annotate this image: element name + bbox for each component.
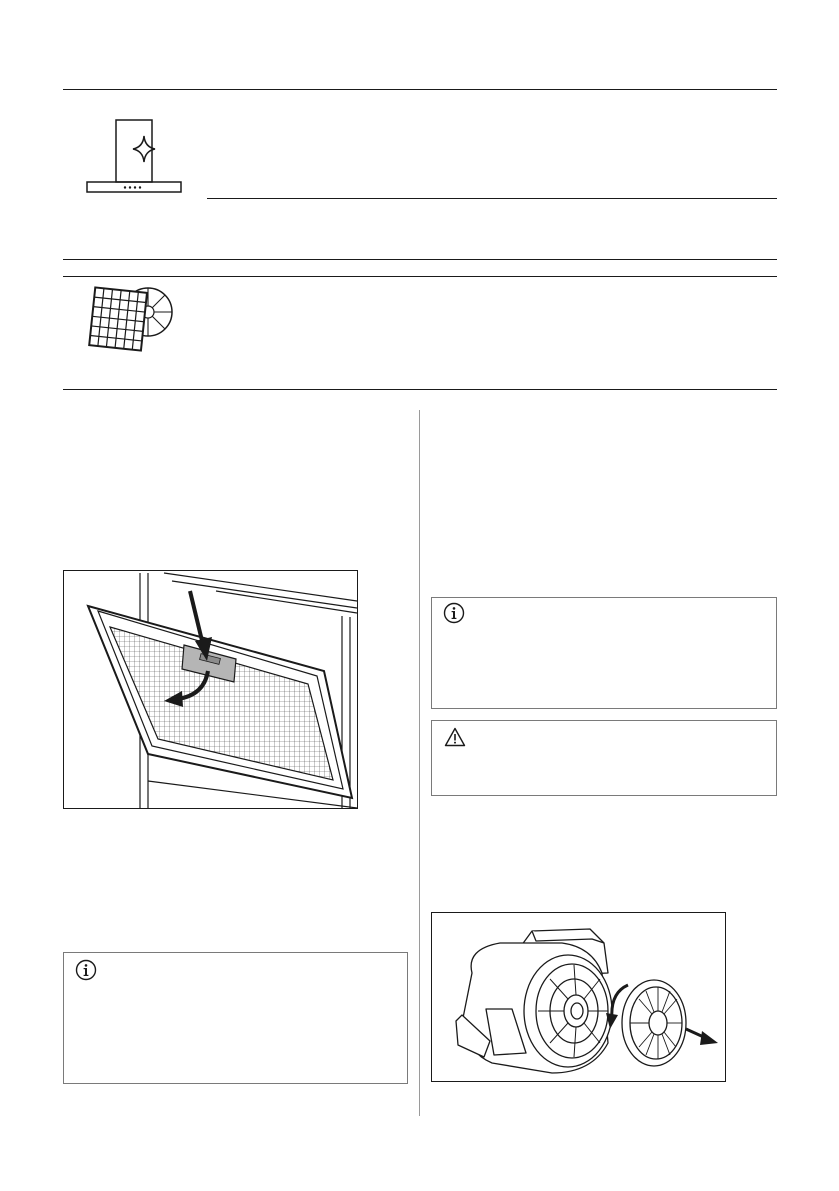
column-divider bbox=[419, 410, 420, 1116]
section-rule-filters-a bbox=[63, 259, 777, 260]
section-rule-top bbox=[63, 89, 777, 90]
warning-note-box bbox=[431, 720, 777, 796]
info-note-box-left bbox=[63, 952, 408, 1084]
section-rule-filters-bottom bbox=[63, 389, 777, 390]
sparkle-hood-icon bbox=[84, 118, 184, 198]
info-icon bbox=[443, 602, 465, 624]
section-rule-filters-b bbox=[63, 276, 777, 277]
warning-triangle-icon bbox=[444, 727, 466, 747]
grease-and-charcoal-filter-icon bbox=[80, 284, 180, 358]
section-rule-inner bbox=[207, 198, 777, 199]
info-icon bbox=[75, 959, 97, 981]
grease-filter-removal-illustration bbox=[63, 570, 358, 809]
info-note-box-right bbox=[431, 597, 777, 709]
charcoal-filter-removal-illustration bbox=[431, 912, 726, 1082]
